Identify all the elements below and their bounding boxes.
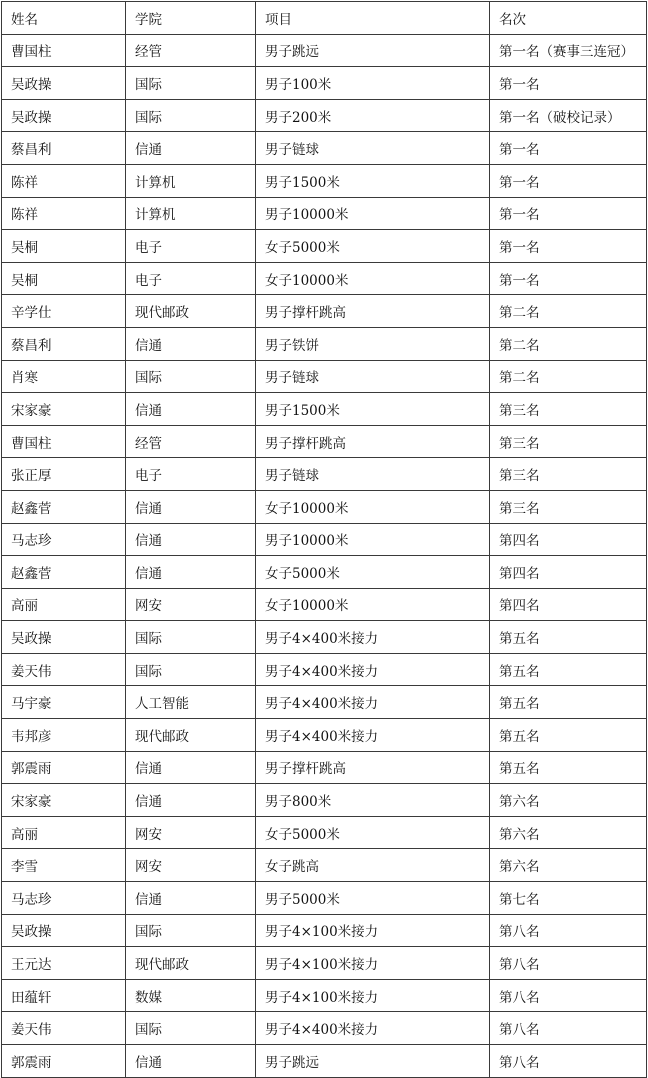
cell-rank: 第五名 [490, 686, 647, 719]
cell-name: 肖寒 [2, 360, 126, 393]
cell-name: 高丽 [2, 816, 126, 849]
cell-event: 男子10000米 [256, 523, 490, 556]
cell-college: 国际 [126, 99, 256, 132]
cell-college: 国际 [126, 360, 256, 393]
header-college: 学院 [126, 2, 256, 35]
cell-name: 张正厚 [2, 458, 126, 491]
header-name: 姓名 [2, 2, 126, 35]
table-row [2, 621, 647, 654]
cell-rank: 第八名 [490, 947, 647, 980]
cell-college: 信通 [126, 1045, 256, 1078]
table-row [2, 197, 647, 230]
cell-event: 男子撑杆跳高 [256, 425, 490, 458]
table-row [2, 588, 647, 621]
cell-rank: 第一名 [490, 67, 647, 100]
cell-name: 宋家豪 [2, 393, 126, 426]
cell-event: 男子跳远 [256, 34, 490, 67]
cell-event: 女子5000米 [256, 230, 490, 263]
cell-event: 男子100米 [256, 67, 490, 100]
cell-college: 网安 [126, 588, 256, 621]
cell-rank: 第一名（赛事三连冠） [490, 34, 647, 67]
table-row [2, 751, 647, 784]
cell-name: 吴桐 [2, 262, 126, 295]
cell-rank: 第五名 [490, 719, 647, 752]
cell-college: 信通 [126, 751, 256, 784]
cell-event: 男子5000米 [256, 882, 490, 915]
table-row [2, 1045, 647, 1078]
cell-rank: 第五名 [490, 751, 647, 784]
cell-college: 国际 [126, 621, 256, 654]
table-row [2, 849, 647, 882]
cell-college: 电子 [126, 230, 256, 263]
results-table [1, 1, 647, 1078]
table-row [2, 327, 647, 360]
cell-college: 信通 [126, 556, 256, 589]
cell-rank: 第六名 [490, 816, 647, 849]
cell-name: 李雪 [2, 849, 126, 882]
cell-name: 陈祥 [2, 164, 126, 197]
table-row [2, 490, 647, 523]
cell-name: 宋家豪 [2, 784, 126, 817]
cell-event: 男子链球 [256, 360, 490, 393]
header-rank: 名次 [490, 2, 647, 35]
cell-rank: 第三名 [490, 425, 647, 458]
header-row [2, 2, 647, 35]
cell-college: 现代邮政 [126, 947, 256, 980]
cell-event: 男子10000米 [256, 197, 490, 230]
cell-rank: 第一名 [490, 164, 647, 197]
table-row [2, 295, 647, 328]
table-row [2, 262, 647, 295]
table-row [2, 360, 647, 393]
table-row [2, 132, 647, 165]
cell-event: 男子4×400米接力 [256, 686, 490, 719]
cell-rank: 第二名 [490, 360, 647, 393]
cell-college: 信通 [126, 490, 256, 523]
cell-college: 经管 [126, 425, 256, 458]
cell-rank: 第一名 [490, 230, 647, 263]
cell-event: 女子10000米 [256, 262, 490, 295]
table-row [2, 393, 647, 426]
table-row [2, 556, 647, 589]
cell-college: 网安 [126, 849, 256, 882]
table-row [2, 164, 647, 197]
cell-name: 曹国柱 [2, 425, 126, 458]
cell-rank: 第四名 [490, 523, 647, 556]
cell-college: 计算机 [126, 164, 256, 197]
cell-event: 男子4×100米接力 [256, 914, 490, 947]
cell-college: 经管 [126, 34, 256, 67]
cell-event: 男子撑杆跳高 [256, 751, 490, 784]
cell-name: 马宇豪 [2, 686, 126, 719]
cell-name: 马志珍 [2, 882, 126, 915]
table-row [2, 914, 647, 947]
cell-event: 男子200米 [256, 99, 490, 132]
cell-event: 男子铁饼 [256, 327, 490, 360]
table-row [2, 653, 647, 686]
cell-event: 女子5000米 [256, 556, 490, 589]
cell-college: 国际 [126, 653, 256, 686]
cell-rank: 第二名 [490, 295, 647, 328]
cell-name: 韦邦彦 [2, 719, 126, 752]
cell-rank: 第三名 [490, 458, 647, 491]
cell-name: 曹国柱 [2, 34, 126, 67]
table-row [2, 67, 647, 100]
cell-event: 女子10000米 [256, 490, 490, 523]
cell-event: 男子4×400米接力 [256, 621, 490, 654]
header-event: 项目 [256, 2, 490, 35]
cell-event: 女子5000米 [256, 816, 490, 849]
cell-event: 女子跳高 [256, 849, 490, 882]
table-row [2, 947, 647, 980]
cell-college: 网安 [126, 816, 256, 849]
table-body [2, 34, 647, 1077]
table-row [2, 34, 647, 67]
cell-college: 信通 [126, 882, 256, 915]
cell-name: 蔡昌利 [2, 132, 126, 165]
cell-college: 国际 [126, 67, 256, 100]
cell-event: 男子1500米 [256, 164, 490, 197]
cell-college: 电子 [126, 458, 256, 491]
cell-college: 电子 [126, 262, 256, 295]
cell-name: 郭震雨 [2, 1045, 126, 1078]
cell-rank: 第三名 [490, 393, 647, 426]
cell-rank: 第八名 [490, 1045, 647, 1078]
cell-name: 马志珍 [2, 523, 126, 556]
table-row [2, 816, 647, 849]
table-row [2, 882, 647, 915]
cell-college: 国际 [126, 1012, 256, 1045]
table-row [2, 230, 647, 263]
cell-name: 赵鑫菅 [2, 490, 126, 523]
cell-college: 数媒 [126, 979, 256, 1012]
cell-rank: 第四名 [490, 588, 647, 621]
table-row [2, 425, 647, 458]
cell-name: 姜天伟 [2, 653, 126, 686]
cell-college: 信通 [126, 784, 256, 817]
cell-rank: 第五名 [490, 621, 647, 654]
cell-event: 女子10000米 [256, 588, 490, 621]
cell-rank: 第八名 [490, 979, 647, 1012]
cell-rank: 第一名 [490, 262, 647, 295]
cell-name: 田蕴轩 [2, 979, 126, 1012]
cell-name: 高丽 [2, 588, 126, 621]
cell-rank: 第六名 [490, 849, 647, 882]
cell-rank: 第八名 [490, 914, 647, 947]
cell-name: 辛学仕 [2, 295, 126, 328]
cell-name: 陈祥 [2, 197, 126, 230]
cell-name: 吴政操 [2, 99, 126, 132]
cell-name: 吴政操 [2, 67, 126, 100]
cell-college: 信通 [126, 523, 256, 556]
cell-college: 计算机 [126, 197, 256, 230]
cell-event: 男子4×400米接力 [256, 1012, 490, 1045]
cell-event: 男子撑杆跳高 [256, 295, 490, 328]
cell-rank: 第六名 [490, 784, 647, 817]
cell-rank: 第一名（破校记录） [490, 99, 647, 132]
cell-college: 人工智能 [126, 686, 256, 719]
cell-rank: 第七名 [490, 882, 647, 915]
cell-name: 吴政操 [2, 914, 126, 947]
cell-name: 赵鑫菅 [2, 556, 126, 589]
cell-college: 现代邮政 [126, 719, 256, 752]
table-row [2, 784, 647, 817]
cell-rank: 第五名 [490, 653, 647, 686]
cell-event: 男子4×100米接力 [256, 947, 490, 980]
cell-rank: 第四名 [490, 556, 647, 589]
cell-college: 信通 [126, 132, 256, 165]
cell-rank: 第三名 [490, 490, 647, 523]
cell-college: 信通 [126, 327, 256, 360]
cell-rank: 第一名 [490, 132, 647, 165]
cell-rank: 第二名 [490, 327, 647, 360]
cell-event: 男子4×400米接力 [256, 653, 490, 686]
cell-event: 男子800米 [256, 784, 490, 817]
cell-event: 男子4×100米接力 [256, 979, 490, 1012]
cell-college: 国际 [126, 914, 256, 947]
cell-rank: 第八名 [490, 1012, 647, 1045]
cell-college: 信通 [126, 393, 256, 426]
cell-event: 男子跳远 [256, 1045, 490, 1078]
cell-event: 男子链球 [256, 458, 490, 491]
cell-event: 男子链球 [256, 132, 490, 165]
table-row [2, 686, 647, 719]
table-row [2, 719, 647, 752]
cell-name: 吴政操 [2, 621, 126, 654]
table-row [2, 1012, 647, 1045]
cell-name: 郭震雨 [2, 751, 126, 784]
cell-event: 男子4×400米接力 [256, 719, 490, 752]
cell-name: 姜天伟 [2, 1012, 126, 1045]
cell-name: 蔡昌利 [2, 327, 126, 360]
cell-college: 现代邮政 [126, 295, 256, 328]
table-row [2, 458, 647, 491]
cell-name: 王元达 [2, 947, 126, 980]
cell-event: 男子1500米 [256, 393, 490, 426]
table-row [2, 99, 647, 132]
table-row [2, 523, 647, 556]
cell-name: 吴桐 [2, 230, 126, 263]
table-row [2, 979, 647, 1012]
cell-rank: 第一名 [490, 197, 647, 230]
